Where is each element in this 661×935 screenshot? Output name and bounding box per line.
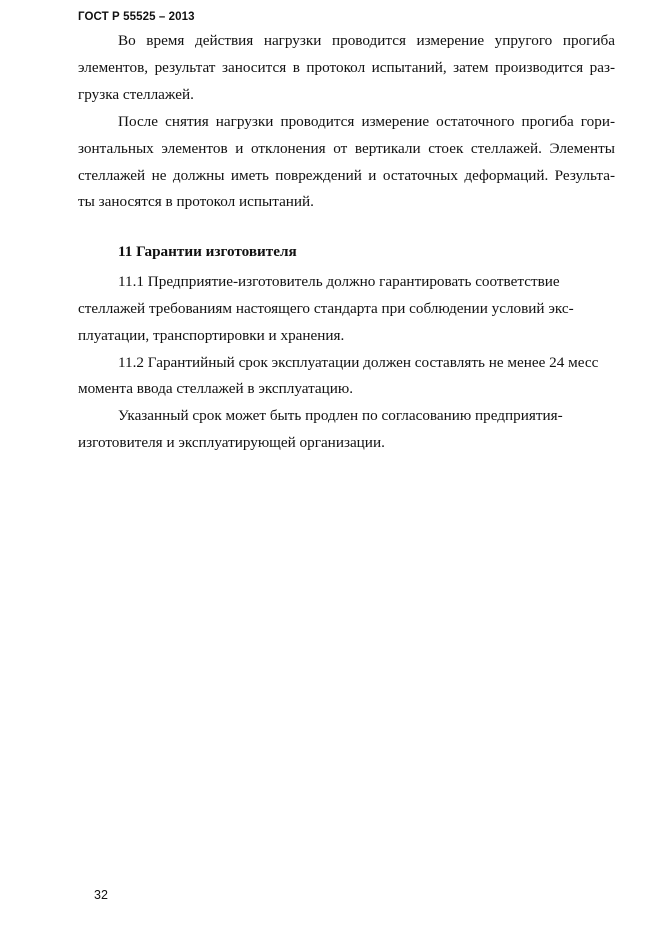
- section-heading: 11 Гарантии изготовителя: [118, 243, 297, 260]
- paragraph-line: стеллажей не должны иметь повреждений и остаточных деформаций. Результа-: [78, 168, 615, 184]
- paragraph-line: ты заносятся в протокол испытаний.: [78, 193, 314, 210]
- paragraph-line: 11.2 Гарантийный срок эксплуатации должен составлять не менее 24 месс: [118, 354, 599, 371]
- paragraph-line: 11.1 Предприятие-изготовитель должно гарантировать соответствие: [118, 273, 560, 290]
- paragraph-line: Указанный срок может быть продлен по согласованию предприятия-: [118, 407, 563, 424]
- paragraph-line: изготовителя и эксплуатирующей организации.: [78, 434, 385, 451]
- paragraph-line: грузка стеллажей.: [78, 86, 194, 103]
- page-number: 32: [94, 888, 108, 902]
- paragraph-line: зонтальных элементов и отклонения от вертикали стоек стеллажей. Элементы: [78, 141, 615, 157]
- paragraph-line: плуатации, транспортировки и хранения.: [78, 327, 345, 344]
- paragraph-line: момента ввода стеллажей в эксплуатацию.: [78, 380, 354, 397]
- paragraph-line: стеллажей требованиям настоящего стандарта при соблюдении условий экс-: [78, 300, 574, 317]
- paragraph-line: После снятия нагрузки проводится измерение остаточного прогиба гори-: [118, 114, 615, 130]
- paragraph-line: Во время действия нагрузки проводится измерение упругого прогиба: [118, 33, 615, 49]
- document-code-header: ГОСТ Р 55525 – 2013: [78, 11, 195, 23]
- paragraph-line: элементов, результат заносится в протокол испытаний, затем производится раз-: [78, 60, 615, 76]
